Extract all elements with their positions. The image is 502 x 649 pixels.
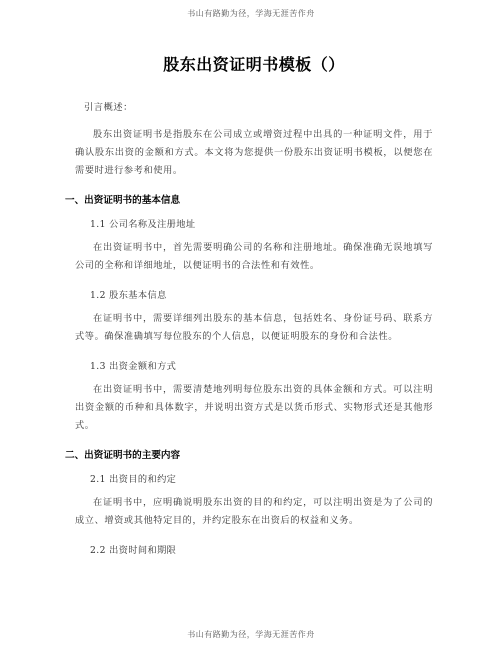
subsection-label-2-2: 2.2 出资时间和期限 — [90, 545, 177, 556]
page-header: 书山有路勤为径，学海无涯苦作舟 — [187, 9, 315, 18]
subsection-body-1-2: 在证明书中，需要详细列出股东的基本信息，包括姓名、身份证号码、联系方式等。确保准确填写每位股东的个人信息，以便证明股东的身份和合法性。 — [75, 313, 433, 342]
page-footer: 书山有路勤为径，学海无涯苦作舟 — [187, 630, 315, 639]
document-page — [65, 52, 433, 565]
subsection-label-2-1: 2.1 出资目的和约定 — [90, 474, 177, 485]
subsection-body-2-1: 在证明书中，应明确说明股东出资的目的和约定，可以注明出资是为了公司的成立、增资或其他特定目的，并约定股东在出资后的权益和义务。 — [75, 497, 433, 526]
section-heading-2: 二、出资证明书的主要内容 — [65, 450, 181, 461]
subsection-label-1-3: 1.3 出资金额和方式 — [90, 361, 177, 372]
section-heading-1: 一、出资证明书的基本信息 — [65, 195, 181, 206]
intro-label: 引言概述： — [84, 102, 133, 113]
subsection-body-1-1: 在出资证明书中，首先需要明确公司的名称和注册地址。确保准确无误地填写公司的全称和详细地址，以便证明书的合法性和有效性。 — [75, 242, 433, 271]
subsection-label-1-2: 1.2 股东基本信息 — [90, 290, 167, 301]
document-title: 股东出资证明书模板（） — [163, 55, 345, 74]
subsection-label-1-1: 1.1 公司名称及注册地址 — [90, 219, 196, 230]
subsection-body-1-3: 在出资证明书中，需要清楚地列明每位股东出资的具体金额和方式。可以注明出资金额的币种和具体数字，并说明出资方式是以货币形式、实物形式还是其他形式。 — [75, 384, 433, 431]
intro-paragraph: 股东出资证明书是指股东在公司成立或增资过程中出具的一种证明文件，用于确认股东出资的金额和方式。本文将为您提供一份股东出资证明书模板，以便您在需要时进行参考和使用。 — [75, 129, 433, 176]
